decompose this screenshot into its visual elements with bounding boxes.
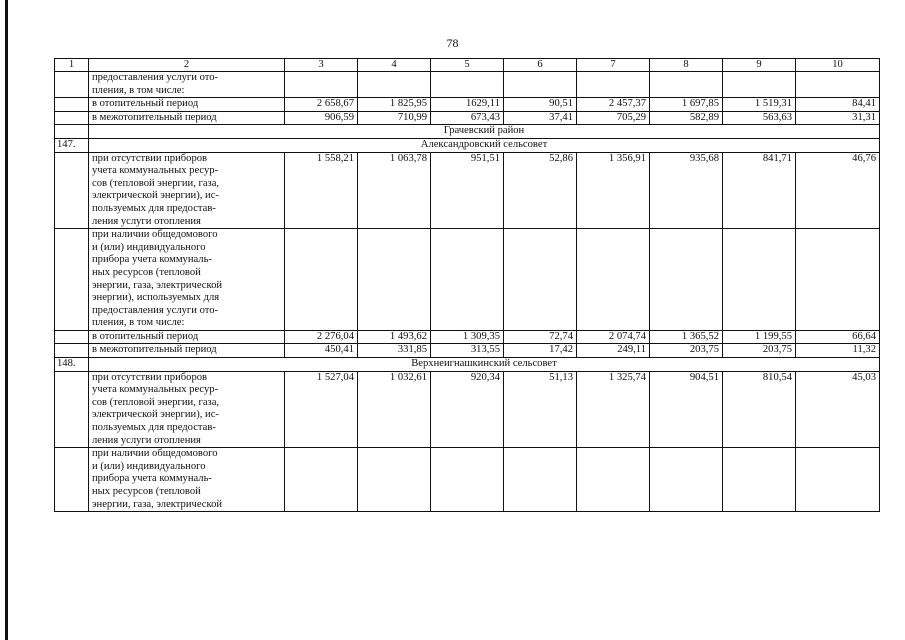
column-number: 10 bbox=[796, 59, 880, 72]
column-number: 4 bbox=[358, 59, 431, 72]
value-cell bbox=[796, 72, 880, 98]
description-line: учета коммунальных ресур- bbox=[92, 165, 219, 177]
table-row bbox=[55, 98, 880, 112]
row-index bbox=[55, 72, 89, 98]
row-index bbox=[55, 229, 89, 331]
description-line: энергии), используемых для bbox=[92, 292, 220, 304]
value-cell: 582,89 bbox=[650, 111, 723, 125]
table-row bbox=[55, 111, 880, 125]
row-description bbox=[89, 448, 285, 512]
value-cell: 249,11 bbox=[577, 344, 650, 358]
table-row bbox=[55, 371, 880, 448]
description-line: предоставления услуги ото- bbox=[92, 304, 219, 316]
value-cell bbox=[431, 229, 504, 331]
value-cell bbox=[577, 72, 650, 98]
value-cell: 17,42 bbox=[504, 344, 577, 358]
value-cell bbox=[577, 448, 650, 512]
row-index bbox=[55, 111, 89, 125]
value-cell: 1 825,95 bbox=[358, 98, 431, 112]
value-cell: 810,54 bbox=[723, 371, 796, 448]
table-row bbox=[55, 152, 880, 229]
row-description bbox=[89, 72, 285, 98]
column-number: 9 bbox=[723, 59, 796, 72]
value-cell: 1 199,55 bbox=[723, 330, 796, 344]
row-description bbox=[89, 98, 285, 112]
row-description bbox=[89, 111, 285, 125]
value-cell: 66,64 bbox=[796, 330, 880, 344]
description-line: и (или) индивидуального bbox=[92, 460, 206, 472]
table-row bbox=[55, 72, 880, 98]
region-header-row bbox=[55, 138, 880, 152]
description-line: ных ресурсов (тепловой bbox=[92, 486, 201, 497]
value-cell bbox=[431, 448, 504, 512]
value-cell: 37,41 bbox=[504, 111, 577, 125]
value-cell: 906,59 bbox=[285, 111, 358, 125]
description-line: при наличии общедомового bbox=[92, 448, 218, 460]
region-header-row bbox=[55, 358, 880, 372]
row-index: 148. bbox=[55, 358, 89, 372]
value-cell: 1 558,21 bbox=[285, 152, 358, 229]
row-description bbox=[89, 152, 285, 229]
value-cell: 1 032,61 bbox=[358, 371, 431, 448]
value-cell: 563,63 bbox=[723, 111, 796, 125]
value-cell: 203,75 bbox=[650, 344, 723, 358]
row-index bbox=[55, 152, 89, 229]
value-cell: 2 276,04 bbox=[285, 330, 358, 344]
description-line: в межотопительный период bbox=[92, 111, 217, 123]
value-cell bbox=[358, 72, 431, 98]
description-line: в межотопительный период bbox=[92, 344, 217, 356]
value-cell bbox=[431, 72, 504, 98]
description-line: энергии, газа, электрической bbox=[92, 279, 223, 291]
region-header-row bbox=[55, 125, 880, 139]
value-cell bbox=[650, 72, 723, 98]
description-line: сов (тепловой энергии, газа, bbox=[92, 177, 220, 189]
value-cell: 90,51 bbox=[504, 98, 577, 112]
value-cell: 904,51 bbox=[650, 371, 723, 448]
description-line: в отопительный период bbox=[92, 98, 199, 110]
value-cell bbox=[504, 72, 577, 98]
description-line: предоставления услуги ото- bbox=[92, 72, 219, 83]
row-index bbox=[55, 330, 89, 344]
value-cell: 72,74 bbox=[504, 330, 577, 344]
value-cell: 45,03 bbox=[796, 371, 880, 448]
page-edge-bar bbox=[5, 0, 8, 640]
description-line: прибора учета коммуналь- bbox=[92, 254, 212, 266]
description-line: пления, в том числе: bbox=[92, 317, 185, 329]
description-line: прибора учета коммуналь- bbox=[92, 473, 212, 485]
value-cell: 920,34 bbox=[431, 371, 504, 448]
value-cell bbox=[504, 229, 577, 331]
column-number: 5 bbox=[431, 59, 504, 72]
row-index bbox=[55, 371, 89, 448]
row-index: 147. bbox=[55, 138, 89, 152]
value-cell bbox=[650, 229, 723, 331]
value-cell: 710,99 bbox=[358, 111, 431, 125]
value-cell: 935,68 bbox=[650, 152, 723, 229]
value-cell: 203,75 bbox=[723, 344, 796, 358]
value-cell bbox=[504, 448, 577, 512]
value-cell: 1 365,52 bbox=[650, 330, 723, 344]
value-cell: 841,71 bbox=[723, 152, 796, 229]
table-row bbox=[55, 344, 880, 358]
value-cell bbox=[723, 229, 796, 331]
row-index bbox=[55, 344, 89, 358]
description-line: пользуемых для предостав- bbox=[92, 202, 216, 214]
value-cell bbox=[358, 448, 431, 512]
value-cell: 2 074,74 bbox=[577, 330, 650, 344]
column-number: 7 bbox=[577, 59, 650, 72]
value-cell: 951,51 bbox=[431, 152, 504, 229]
description-line: при отсутствии приборов bbox=[92, 152, 208, 164]
column-number-row bbox=[55, 59, 880, 72]
value-cell: 51,13 bbox=[504, 371, 577, 448]
row-index bbox=[55, 448, 89, 512]
value-cell bbox=[796, 229, 880, 331]
value-cell: 1 519,31 bbox=[723, 98, 796, 112]
description-line: сов (тепловой энергии, газа, bbox=[92, 396, 220, 408]
column-number: 8 bbox=[650, 59, 723, 72]
value-cell bbox=[723, 448, 796, 512]
value-cell: 331,85 bbox=[358, 344, 431, 358]
value-cell: 1 309,35 bbox=[431, 330, 504, 344]
description-line: ления услуги отопления bbox=[92, 434, 201, 446]
description-line: в отопительный период bbox=[92, 330, 199, 342]
description-line: электрической энергии), ис- bbox=[92, 190, 219, 202]
row-description bbox=[89, 371, 285, 448]
row-description bbox=[89, 344, 285, 358]
table-row bbox=[55, 448, 880, 512]
description-line: и (или) индивидуального bbox=[92, 241, 206, 253]
column-number: 2 bbox=[89, 59, 285, 72]
value-cell: 1629,11 bbox=[431, 98, 504, 112]
row-index bbox=[55, 125, 89, 139]
value-cell bbox=[285, 229, 358, 331]
value-cell: 705,29 bbox=[577, 111, 650, 125]
description-line: ления услуги отопления bbox=[92, 215, 201, 227]
row-description bbox=[89, 229, 285, 331]
description-line: учета коммунальных ресур- bbox=[92, 384, 219, 396]
value-cell bbox=[285, 72, 358, 98]
value-cell bbox=[650, 448, 723, 512]
value-cell: 1 493,62 bbox=[358, 330, 431, 344]
description-line: пления, в том числе: bbox=[92, 84, 185, 96]
value-cell: 2 457,37 bbox=[577, 98, 650, 112]
value-cell bbox=[796, 448, 880, 512]
value-cell bbox=[285, 448, 358, 512]
column-number: 1 bbox=[55, 59, 89, 72]
region-title: Верхнеигнашкинский сельсовет bbox=[89, 358, 880, 372]
description-line: при отсутствии приборов bbox=[92, 371, 208, 383]
value-cell: 31,31 bbox=[796, 111, 880, 125]
column-number: 3 bbox=[285, 59, 358, 72]
value-cell: 46,76 bbox=[796, 152, 880, 229]
value-cell: 1 697,85 bbox=[650, 98, 723, 112]
value-cell bbox=[723, 72, 796, 98]
description-line: ных ресурсов (тепловой bbox=[92, 266, 201, 278]
value-cell: 11,32 bbox=[796, 344, 880, 358]
column-number: 6 bbox=[504, 59, 577, 72]
table-row bbox=[55, 330, 880, 344]
value-cell: 1 063,78 bbox=[358, 152, 431, 229]
value-cell: 1 356,91 bbox=[577, 152, 650, 229]
value-cell: 52,86 bbox=[504, 152, 577, 229]
description-line: при наличии общедомового bbox=[92, 229, 218, 241]
value-cell: 673,43 bbox=[431, 111, 504, 125]
value-cell: 2 658,67 bbox=[285, 98, 358, 112]
value-cell bbox=[358, 229, 431, 331]
value-cell: 1 325,74 bbox=[577, 371, 650, 448]
value-cell: 313,55 bbox=[431, 344, 504, 358]
table-row bbox=[55, 229, 880, 331]
description-line: электрической энергии), ис- bbox=[92, 409, 219, 421]
description-line: пользуемых для предостав- bbox=[92, 422, 216, 434]
row-description bbox=[89, 330, 285, 344]
description-line: энергии, газа, электрической bbox=[92, 498, 223, 510]
value-cell: 1 527,04 bbox=[285, 371, 358, 448]
row-index bbox=[55, 98, 89, 112]
region-title: Грачевский район bbox=[89, 125, 880, 139]
value-cell bbox=[577, 229, 650, 331]
value-cell: 84,41 bbox=[796, 98, 880, 112]
page-number: 78 bbox=[446, 36, 459, 50]
region-title: Александровский сельсовет bbox=[89, 138, 880, 152]
tariff-table bbox=[54, 58, 880, 512]
value-cell: 450,41 bbox=[285, 344, 358, 358]
